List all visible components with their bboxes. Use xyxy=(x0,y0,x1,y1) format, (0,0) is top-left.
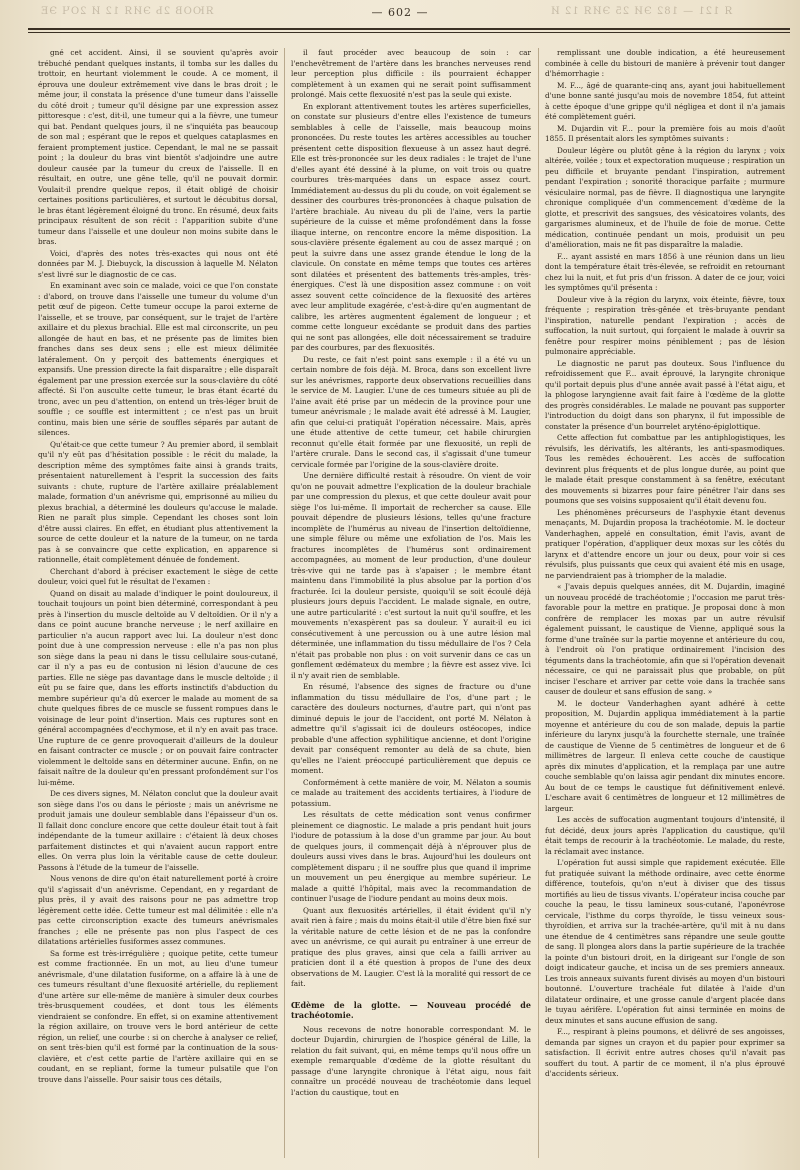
text-column-1 xyxy=(38,48,278,1158)
paragraph: M. le docteur Vanderhaghen ayant adhéré à cette proposition, M. Dujardin appliqua immédiatement à la partie moyenne et antérieure du cou de son malade, depuis la partie inférieure du larynx jusqu'à la fourchette sternale, une traînée de caustique de Vienne de 5 centimètres de longueur et de 6 millimètres de largeur. Il enleva cette couche de caustique après dix minutes d'application, et la remplaça par une autre couche semblable qu'on laissa agir pendant dix minutes encore. Au bout de ce temps le caustique fut définitivement enlevé. L'eschare avait 6 centimètres de longueur et 12 millimètres de largeur. xyxy=(545,698,785,813)
paragraph: Qu'était-ce que cette tumeur ? Au premier abord, il semblait qu'il n'y eût pas d'hésitation possible : le récit du malade, la description même des symptômes faite ainsi à grands traits, présentaient naturellement à l'esprit la succession des faits suivants : chute, rupture de l'artère axillaire préalablement malade, formation d'un anévrisme qui, emprisonné au milieu du plexus brachial, a déterminé les douleurs qu'accuse le malade. Rien ne paraît plus simple. Cependant les choses sont loin d'être aussi claires. En effet, en étudiant plus attentivement la source de cette douleur et la nature de la tumeur, on ne tarda pas à se convaincre que cette explication, en apparence si rationnelle, était complètement dénuée de fondement. xyxy=(38,439,278,564)
paragraph: Douleur vive à la région du larynx, voix éteinte, fièvre, toux fréquente ; respiration très-gênée et très-bruyante pendant l'inspiration, naturelle pendant l'expiration ; accès de suffocation, la nuit surtout, qui forçaient le malade à ouvrir sa fenêtre pour respirer moins péniblement ; pas de lésion pulmonaire appréciable. xyxy=(545,294,785,356)
paragraph: remplissant une double indication, a été heureusement combinée à celle du bistouri de manière à prévenir tout danger d'hémorrhagie : xyxy=(545,48,785,78)
paragraph: De ces divers signes, M. Nélaton conclut que la douleur avait son siège dans l'os ou dans le périoste ; mais un anévrisme ne produit jamais une douleur semblable dans l'épaisseur d'un os. Il fallait donc conclure encore que cette douleur était tout à fait indépendante de la tumeur axillaire : c'étaient là deux choses parfaitement distinctes et qui n'avaient aucun rapport entre elles. On verra plus loin la véritable cause de cette douleur. Passons à l'étude de la tumeur de l'aisselle. xyxy=(38,789,278,872)
column-divider xyxy=(538,48,539,1158)
text-column-2 xyxy=(291,48,531,1158)
column-divider xyxy=(284,48,285,1158)
bleed-through-text-right: Я 121 — 182 ЭИ 25 ЭИЯ 12 И xyxy=(550,6,733,17)
page-header xyxy=(30,4,770,24)
paragraph: Nous venons de dire qu'on était naturellement porté à croire qu'il s'agissait d'un anévrisme. Cependant, en y regardant de plus près, il y avait des raisons pour ne pas admettre trop légèrement cette idée. Cette tumeur est mal délimitée : elle n'a pas cette circonscription exacte des tumeurs anévrismales franches ; elle ne présente pas non plus l'aspect de ces dilatations artérielles fusiformes assez communes. xyxy=(38,874,278,946)
paragraph: En examinant avec soin ce malade, voici ce que l'on constate : d'abord, on trouve dans l'aisselle une tumeur du volume d'un petit œuf de pigeon. Cette tumeur occupe la paroi externe de l'aisselle, et se trouve, par conséquent, sur le trajet de l'artère axillaire et du plexus brachial. Elle est mal circonscrite, un peu allongée de haut en bas, et ne présente pas de limites bien franches dans ses deux sens ; elle est mieux délimitée latéralement. On y perçoit des battements énergiques et expansifs. Une pression directe la fait disparaître ; elle disparaît également par une pression exercée sur la sous-clavière du côté affecté. Si l'on ausculte cette tumeur, le bras étant écarté du tronc, avec un peu d'attention, on entend un très-léger bruit de souffle ; ce souffle est intermittent ; ce n'est pas un bruit continu, mais bien une série de souffles séparés par autant de silences. xyxy=(38,281,278,437)
text-column-3 xyxy=(545,48,785,1158)
paragraph: Les résultats de cette médication sont venus confirmer pleinement ce diagnostic. Le malade a pris pendant huit jours l'iodure de potassium à la dose d'un gramme par jour. Au bout de quelques jours, il commençait déjà à n'éprouver plus de douleurs aussi vives dans le bras. Aujourd'hui les douleurs ont complètement disparu ; il ne souffre plus que quand il imprime un mouvement un peu énergique au membre supérieur. Le malade a quitté l'hôpital, mais avec la recommandation de continuer l'usage de l'iodure pendant au moins deux mois. xyxy=(291,810,531,903)
paragraph: L'opération fut aussi simple que rapidement exécutée. Elle fut pratiquée suivant la méthode ordinaire, avec cette énorme différence, toutefois, qu'on n'eut à diviser que des tissus mortifiés au lieu de tissus vivants. L'opérateur incisa couche par couche la peau, le tissu lamineux sous-cutané, l'aponévrose cervicale, l'isthme du corps thyroïde, le tissu veineux sous-thyroïdien, et arriva sur la trachée-artère, qu'il mit à nu dans une étendue de 4 centimètres sans répandre une seule goutte de sang. Il plongea alors dans la partie supérieure de la trachée la pointe d'un bistouri droit, en la dirigeant sur l'ongle de son doigt indicateur gauche, et incisa un de ses premiers anneaux. Les trois anneaux suivants furent divisés au moyen d'un bistouri boutonné. L'ouverture trachéale fut dilatée à l'aide d'un dilatateur ordinaire, et une grosse canule d'argent placée dans le tuyau aérifère. L'opération fut ainsi terminée en moins de deux minutes et sans aucune effusion de sang. xyxy=(545,858,785,1025)
paragraph: M. F..., âgé de quarante-cinq ans, ayant joui habituellement d'une bonne santé jusqu'au mois de novembre 1854, fut atteint à cette époque d'une grippe qu'il négligea et dont il n'a jamais été complètement guéri. xyxy=(545,80,785,121)
paragraph: Quand on disait au malade d'indiquer le point douloureux, il touchait toujours un point bien déterminé, correspondant à peu près à l'insertion du muscle deltoïde au V deltoïdien. Or il n'y a dans ce point aucune branche nerveuse ; le nerf axillaire en particulier n'a aucun rapport avec lui. La douleur n'est donc point due à une compression nerveuse : elle n'a pas non plus son siège dans la peau ni dans le tissu cellulaire sous-cutané, car il n'y a pas eu de contusion ni lésion d'aucune de ces parties. Elle ne siège pas davantage dans le muscle deltoïde ; il eût pu se faire que, dans les efforts instinctifs d'abduction du membre supérieur qu'a dû exercer le malade au moment de sa chute quelques fibres de ce muscle se fussent rompues dans le voisinage de leur point d'insertion. Mais ces ruptures sont en général accompagnées d'ecchymose, et il n'y en avait pas trace. Une rupture de ce genre provoquerait d'ailleurs de la douleur en faisant contracter ce muscle ; or on pouvait faire contracter violemment le deltoïde sans en déterminer aucune. Enfin, on ne faisait naître de la douleur qu'en pressant profondément sur l'os lui-même. xyxy=(38,588,278,787)
paragraph: Les phénomènes précurseurs de l'asphyxie étant devenus menaçants, M. Dujardin proposa la trachéotomie. M. le docteur Vanderhaghen, appelé en consultation, émit l'avis, avant de pratiquer l'opération, d'appliquer deux moxas sur les côtés du larynx et d'attendre encore un jour ou deux, pour voir si ces révulsifs, plus puissants que ceux qui avaient été mis en usage, ne parviendraient pas à triompher de la maladie. xyxy=(545,507,785,580)
header-rule-thin xyxy=(28,32,790,33)
paragraph: Cherchant d'abord à préciser exactement le siège de cette douleur, voici quel fut le résultat de l'examen : xyxy=(38,566,278,586)
paragraph: il faut procéder avec beaucoup de soin : car l'enchevêtrement de l'artère dans les branches nerveuses rend leur perception plus difficile : ils pourraient échapper complètement à un examen qui ne serait point suffisamment prolongé. Mais cette flexuosité n'est pas la seule qui existe. xyxy=(291,48,531,99)
paragraph: Douleur légère ou plutôt gêne à la région du larynx ; voix altérée, voilée ; toux et expectoration muqueuse ; respiration un peu difficile et bruyante pendant l'inspiration, autrement pendant l'expiration ; sonorité thoracique parfaite ; murmure vésiculaire normal, pas de fièvre. Il diagnostiqua une laryngite chronique compliquée d'un commencement d'œdème de la glotte, et prescrivit des sangsues, des vésicatoires volants, des gargarismes alumineux, et de l'huile de foie de morue. Cette médication, continuée pendant un mois, produisit un peu d'amélioration, mais ne fit pas disparaître la maladie. xyxy=(545,145,785,249)
paragraph: « J'avais depuis quelques années, dit M. Dujardin, imaginé un nouveau procédé de trachéotomie ; l'occasion me parut très-favorable pour la mettre en pratique. Je proposai donc à mon confrère de remplacer les moxas par un autre révulsif également puissant, le caustique de Vienne, appliqué sous la forme d'une traînée sur la partie moyenne et antérieure du cou, à l'endroit où l'on pratique ordinairement l'incision des téguments dans la trachéotomie, afin que si l'opération devenait nécessaire, ce qui ne paraissait plus que probable, on pût inciser l'eschare et arriver par cette voie dans la trachée sans causer de douleur et sans effusion de sang. » xyxy=(545,582,785,696)
paragraph: En résumé, l'absence des signes de fracture ou d'une inflammation du tissu médullaire de l'os, d'une part ; le caractère des douleurs nocturnes, d'autre part, qui n'ont pas diminué depuis le jour de l'accident, ont porté M. Nélaton à admettre qu'il s'agissait ici de douleurs ostéocopes, indice probable d'une affection syphilitique ancienne, et dont l'origine devait par conséquent remonter au delà de sa chute, bien qu'elles ne l'aient préoccupé particulièrement que depuis ce moment. xyxy=(291,682,531,775)
section-heading: Œdème de la glotte. — Nouveau procédé de trachéotomie. xyxy=(291,999,531,1020)
header-rule xyxy=(28,28,790,30)
paragraph: F..., respirant à pleins poumons, et délivré de ses angoisses, demanda par signes un crayon et du papier pour exprimer sa satisfaction. Il écrivit entre autres choses qu'il n'avait pas souffert du tout. A partir de ce moment, il n'a plus éprouvé d'accidents sérieux. xyxy=(545,1027,785,1078)
bleed-through-text-left: ЯЮОВ 2Ь ЭИЯ 12 И 2ОЧ ЭЕ xyxy=(40,6,214,17)
paragraph: Conformément à cette manière de voir, M. Nélaton a soumis ce malade au traitement des accidents tertiaires, à l'iodure de potassium. xyxy=(291,777,531,808)
paragraph: En explorant attentivement toutes les artères superficielles, on constate sur plusieurs d'entre elles l'existence de tumeurs semblables à celle de l'aisselle, mais beaucoup moins prononcées. Du reste toutes les artères accessibles au toucher présentent cette disposition flexueuse à un assez haut degré. Elle est très-prononcée sur les deux radiales : le trajet de l'une d'elles ayant été dessiné à la plume, on voit trois ou quatre courbures très-marquées dans un espace assez court. Immédiatement au-dessus du pli du coude, on voit également se dessiner des courbures très-prononcées à chaque pulsation de l'artère brachiale. Au niveau du pli de l'aine, vers la partie supérieure de la cuisse et même profondément dans la fosse iliaque interne, on rencontre encore la même disposition. La sous-clavière présente également au cou de assez marqué ; on peut la suivre dans une assez grande étendue le long de la clavicule. On constate en même temps que toutes ces artères sont dilatées et présentent des battements très-amples, très-énergiques. C'est là une disposition assez commune : on voit assez souvent cette coïncidence de la flexuosité des artères avec leur amplitude exagérée, c'est-à-dire qu'en augmentant de calibre, les artères augmentent également de longueur ; et comme cette longueur excédante se produit dans des parties qui ne sont pas allongées, elle doit nécessairement se traduire par des courbures, par des flexuosités. xyxy=(291,101,531,352)
paragraph: M. Dujardin vit F... pour la première fois au mois d'août 1855. Il présentait alors les symptômes suivants : xyxy=(545,123,785,143)
paragraph: Du reste, ce fait n'est point sans exemple : il a été vu un certain nombre de fois déjà. M. Broca, dans son excellent livre sur les anévrismes, rapporte deux observations recueillies dans le service de M. Laugier. L'une de ces tumeurs située au pli de l'aine avait été prise par un médecin de la province pour une tumeur anévrismale ; le malade avait été adressé à M. Laugier, afin que celui-ci pratiquât l'opération nécessaire. Mais, après une étude attentive de cette tumeur, cet habile chirurgien reconnut qu'elle était formée par une flexuosité, un repli de l'artère crurale. Dans le second cas, il s'agissait d'une tumeur cervicale formée par l'origine de la sous-clavière droite. xyxy=(291,354,531,469)
paragraph: Sa forme est très-irrégulière ; quoique petite, cette tumeur est comme fractionnée. En un mot, au lieu d'une tumeur anévrismale, d'une dilatation fusiforme, on a affaire là à une de ces tumeurs résultant d'une flexuosité artérielle, du repliement d'une artère sur elle-même de manière à simuler deux courbes très-brusquement coudées, et dont tous les éléments viendraient se confondre. En effet, si on examine attentivement la région axillaire, on trouve vers le bord antérieur de cette région, un relief, une courbe : si on cherche à analyser ce relief, on sent très-bien qu'il est formé par la continuation de la sous-clavière, et c'est cette partie de l'artère axillaire qui en se coudant, en se repliant, forme la tumeur pulsatile que l'on trouve dans l'aisselle. Pour saisir tous ces détails, xyxy=(38,948,278,1084)
paragraph: Voici, d'après des notes très-exactes qui nous ont été données par M. J. Diebuyck, la discussion à laquelle M. Nélaton s'est livré sur le diagnostic de ce cas. xyxy=(38,248,278,279)
paragraph: gné cet accident. Ainsi, il se souvient qu'après avoir trébuché pendant quelques instants, il tomba sur les dalles du trottoir, en heurtant violemment le coude. A ce moment, il éprouva une douleur extrêmement vive dans le bras droit ; le même jour, il constata la présence d'une tumeur dans l'aisselle du côté droit ; tumeur qu'il désigne par une expression assez pittoresque : c'est, dit-il, une tumeur qui a la fièvre, une tumeur qui bat. Pendant quelques jours, il ne s'inquiéta pas beaucoup de son mal ; espérant que le repos et quelques cataplasmes en feraient promptement justice. Cependant, le mal ne se passait point ; la douleur du bras vint bientôt s'adjoindre une autre douleur causée par la tumeur du creux de l'aisselle. Il en résultait, en outre, une gêne telle, qu'il ne pouvait dormir. Voulait-il prendre quelque repos, il était obligé de choisir certaines positions particulières, et surtout le décubitus dorsal, le bras étant légèrement éloigné du tronc. En résumé, deux faits principaux résultent de son récit : l'apparition subite d'une tumeur dans l'aisselle et une douleur non moins subite dans le bras. xyxy=(38,48,278,246)
paragraph: Nous recevons de notre honorable correspondant M. le docteur Dujardin, chirurgien de l'hospice général de Lille, la relation du fait suivant, qui, en même temps qu'il nous offre un exemple remarquable d'œdème de la glotte résultant du passage d'une laryngite chronique à l'état aigu, nous fait connaître un procédé nouveau de trachéotomie dans lequel l'action du caustique, tout en xyxy=(291,1024,531,1097)
paragraph: F... ayant assisté en mars 1856 à une réunion dans un lieu dont la température était très-élevée, se refroidit en retournant chez lui la nuit, et fut pris d'un frisson. A dater de ce jour, voici les symptômes qu'il présenta : xyxy=(545,251,785,292)
paragraph: Les accès de suffocation augmentant toujours d'intensité, il fut décidé, deux jours après l'application du caustique, qu'il était temps de recourir à la trachéotomie. Le malade, du reste, la réclamait avec instance. xyxy=(545,815,785,856)
paragraph: Une dernière difficulté restait à résoudre. On vient de voir qu'on ne pouvait admettre l'explication de la douleur brachiale par une compression du plexus, et que cette douleur avait pour siège l'os lui-même. Il importait de rechercher sa cause. Elle pouvait dépendre de plusieurs lésions, telles qu'une fracture incomplète de l'humérus au niveau de l'insertion deltoïdienne, une simple fêlure ou même une exfoliation de l'os. Mais les fractures incomplètes de l'humérus sont ordinairement accompagnées, au moment de leur production, d'une douleur très-vive qui ne tarde pas à s'apaiser ; le membre étant maintenu dans l'immobilité la plus absolue par la portion d'os fracturée. Ici la douleur persiste, quoiqu'il se soit écoulé déjà plusieurs jours depuis l'accident. Le malade signale, en outre, une autre particularité : c'est surtout la nuit qu'il souffre, et les mouvements n'exaspèrent pas sa douleur. Y aurait-il eu ici consécutivement à une percussion ou à une autre lésion mal déterminée, une inflammation du tissu médullaire de l'os ? Cela n'était pas probable non plus : on voit survenir dans ce cas un gonflement œdémateux du membre ; la fièvre est assez vive. Ici il n'y avait rien de semblable. xyxy=(291,471,531,680)
paragraph: Cette affection fut combattue par les antiphlogistiques, les révulsifs, les dérivatifs, les altérants, les anti-spasmodiques. Tous les remèdes échouèrent. Les accès de suffocation devinrent plus fréquents et de plus longue durée, au point que le malade était presque constamment à sa fenêtre, exécutant des mouvements si bizarres pour faire pénétrer l'air dans ses poumons que ses voisins supposaient qu'il était devenu fou. xyxy=(545,433,785,505)
paragraph: Quant aux flexuosités artérielles, il était évident qu'il n'y avait rien à faire ; mais du moins était-il utile d'être bien fixé sur la véritable nature de cette lésion et de ne pas la confondre avec un anévrisme, ce qui aurait pu entraîner à une erreur de pratique des plus graves, ainsi que cela a failli arriver au praticien dont il a été question à propos de l'une des deux observations de M. Laugier. C'est là la moralité qui ressort de ce fait. xyxy=(291,905,531,988)
page-number: — 602 — xyxy=(371,6,429,19)
paragraph: Le diagnostic ne parut pas douteux. Sous l'influence du refroidissement que F... avait éprouvé, la laryngite chronique qu'il portait depuis plus d'une année avait passé à l'état aigu, et la phlogose laryngienne avait fait faire à l'œdème de la glotte des progrès considérables. Le malade ne pouvant pas supporter l'introduction du doigt dans son pharynx, il fut impossible de constater la présence d'un bourrelet aryténo-épiglottique. xyxy=(545,358,785,431)
